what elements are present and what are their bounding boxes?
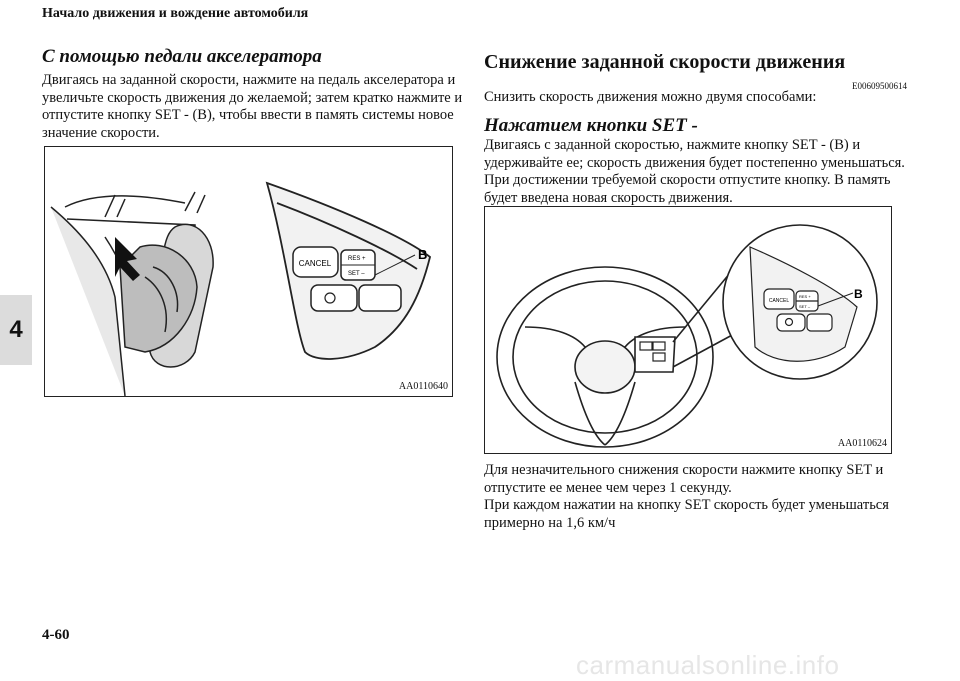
watermark: carmanualsonline.info: [576, 650, 840, 680]
doc-code: E00609500614: [852, 81, 907, 91]
right-subheading: Нажатием кнопки SET -: [484, 115, 698, 136]
res-label: RES +: [799, 294, 811, 299]
figure-code: AA0110640: [398, 381, 448, 392]
right-paragraph-2: [484, 462, 889, 532]
paragraph-line: увеличьте скорость движения до желаемой; затем кратко нажмите и: [42, 89, 463, 106]
paragraph-line: Для незначительного снижения скорости нажмите кнопку SET и: [484, 462, 884, 478]
paragraph-line: удерживайте ее; скорость движения будет постепенно уменьшаться.: [484, 154, 905, 171]
chapter-tab: 4: [0, 295, 32, 365]
paragraph-line: Двигаясь на заданной скорости, нажмите на педаль акселератора и: [42, 72, 456, 88]
left-paragraph: [42, 72, 462, 142]
figure-accelerator: [44, 146, 453, 397]
callout-b: B: [854, 287, 863, 301]
paragraph-line: При достижении требуемой скорости отпустите кнопку. В память: [484, 172, 891, 188]
paragraph-line: будет введена новая скорость движения.: [484, 189, 733, 206]
right-heading: Снижение заданной скорости движения: [484, 51, 846, 73]
running-head: Начало движения и вождение автомобиля: [42, 6, 309, 21]
figure-steering-wheel: [484, 206, 892, 454]
cancel-label: CANCEL: [768, 298, 790, 304]
cancel-label: CANCEL: [298, 259, 332, 268]
accelerator-illustration: [45, 147, 452, 396]
left-heading: С помощью педали акселератора: [42, 46, 322, 67]
paragraph-line: При каждом нажатии на кнопку SET скорость будет уменьшаться: [484, 497, 889, 513]
right-paragraph: [484, 137, 905, 207]
paragraph-line: отпустите ее менее чем через 1 секунду.: [484, 479, 732, 496]
paragraph-line: Двигаясь с заданной скоростью, нажмите кнопку SET - (B) и: [484, 137, 861, 153]
right-intro: Снизить скорость движения можно двумя способами:: [484, 89, 817, 105]
paragraph-line: примерно на 1,6 км/ч: [484, 514, 616, 531]
paragraph-line: отпустите кнопку SET - (B), чтобы ввести в память системы новое: [42, 107, 454, 123]
res-label: RES +: [348, 256, 366, 262]
page-number: 4-60: [42, 627, 70, 643]
set-label: SET –: [799, 304, 811, 309]
set-label: SET –: [348, 271, 365, 277]
steering-wheel-illustration: [485, 207, 891, 453]
callout-b: B: [418, 247, 428, 262]
figure-code: AA0110624: [837, 438, 887, 449]
press-arrow-icon: [115, 237, 140, 281]
paragraph-line: значение скорости.: [42, 124, 160, 141]
